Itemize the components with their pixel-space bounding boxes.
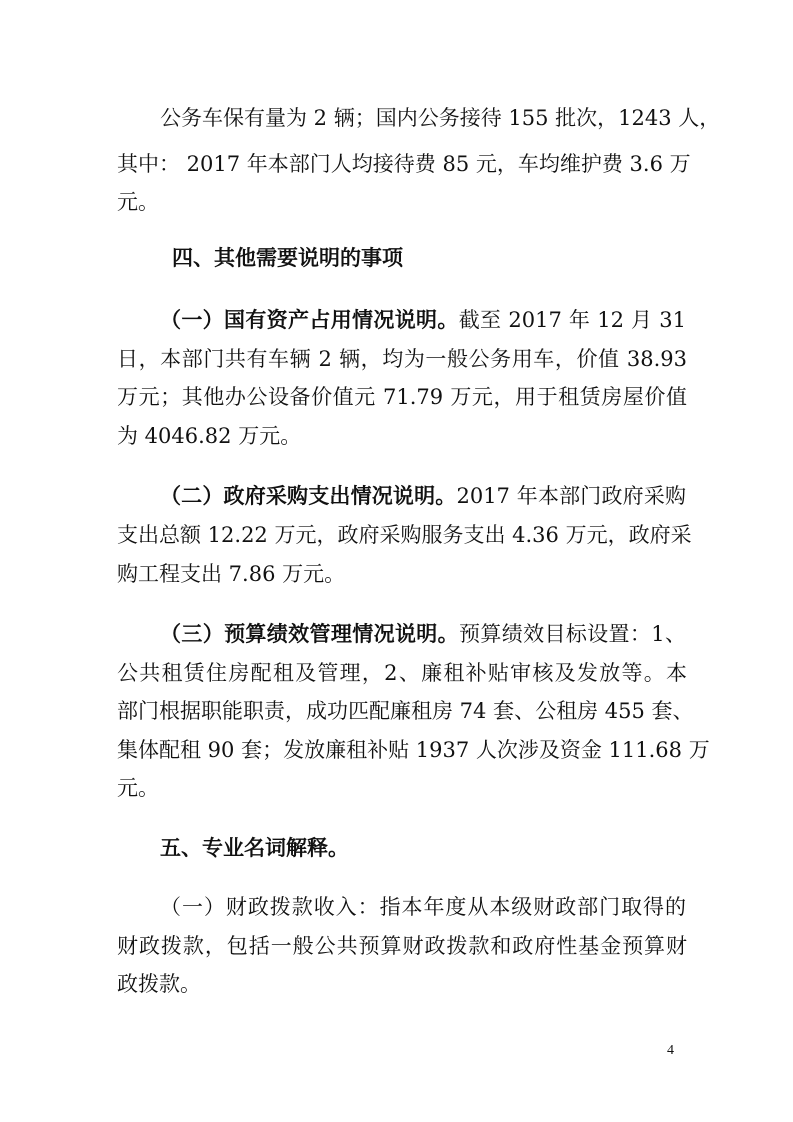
para1-line-1: 公务车保有量为 2 辆；国内公务接待 155 批次，1243 人， <box>160 106 721 130</box>
para1-line-3: 元。 <box>117 190 159 214</box>
section4-item3-line-3: 部门根据职能职责，成功匹配廉租房 74 套、公租房 455 套、 <box>117 699 694 723</box>
section4-item3-title: （三）预算绩效管理情况说明。 <box>160 622 460 646</box>
section4-item2-line-2: 支出总额 12.22 万元，政府采购服务支出 4.36 万元，政府采 <box>117 523 692 547</box>
section4-item2-line-1 <box>160 482 686 510</box>
section5-item1-line-3: 政拨款。 <box>117 972 201 996</box>
section4-item3-line-2: 公共租赁住房配租及管理，2、廉租补贴审核及发放等。本 <box>117 661 687 685</box>
section5-item1-line-2: 财政拨款，包括一般公共预算财政拨款和政府性基金预算财 <box>117 934 687 958</box>
section4-item1-line-2: 日，本部门共有车辆 2 辆，均为一般公务用车，价值 38.93 <box>117 347 687 371</box>
para1-line-2: 其中： 2017 年本部门人均接待费 85 元，车均维护费 3.6 万 <box>117 152 691 176</box>
section4-item1-line1-rest: 截至 2017 年 12 月 31 <box>458 308 687 332</box>
section4-item1-title: （一）国有资产占用情况说明。 <box>160 308 459 332</box>
section4-item1-line-4: 为 4046.82 万元。 <box>117 424 302 448</box>
section5-heading: 五、专业名词解释。 <box>160 836 349 860</box>
section5-item1-line-1: （一）财政拨款收入：指本年度从本级财政部门取得的 <box>160 895 686 919</box>
section4-item1-line-1 <box>160 306 686 334</box>
section4-item2-line1-rest: 2017 年本部门政府采购 <box>456 484 686 508</box>
page-number: 4 <box>667 1043 674 1058</box>
section4-heading: 四、其他需要说明的事项 <box>172 246 403 270</box>
section4-item3-line-5: 元。 <box>117 776 159 800</box>
section4-item3-line-4: 集体配租 90 套；发放廉租补贴 1937 人次涉及资金 111.68 万 <box>117 738 710 762</box>
section4-item2-title: （二）政府采购支出情况说明。 <box>160 484 457 508</box>
section4-item2-line-3: 购工程支出 7.86 万元。 <box>117 562 346 586</box>
section4-item1-line-3: 万元；其他办公设备价值元 71.79 万元，用于租赁房屋价值 <box>117 385 687 409</box>
section4-item3-line1-rest: 预算绩效目标设置：1、 <box>459 622 686 646</box>
section4-item3-line-1 <box>160 620 686 648</box>
